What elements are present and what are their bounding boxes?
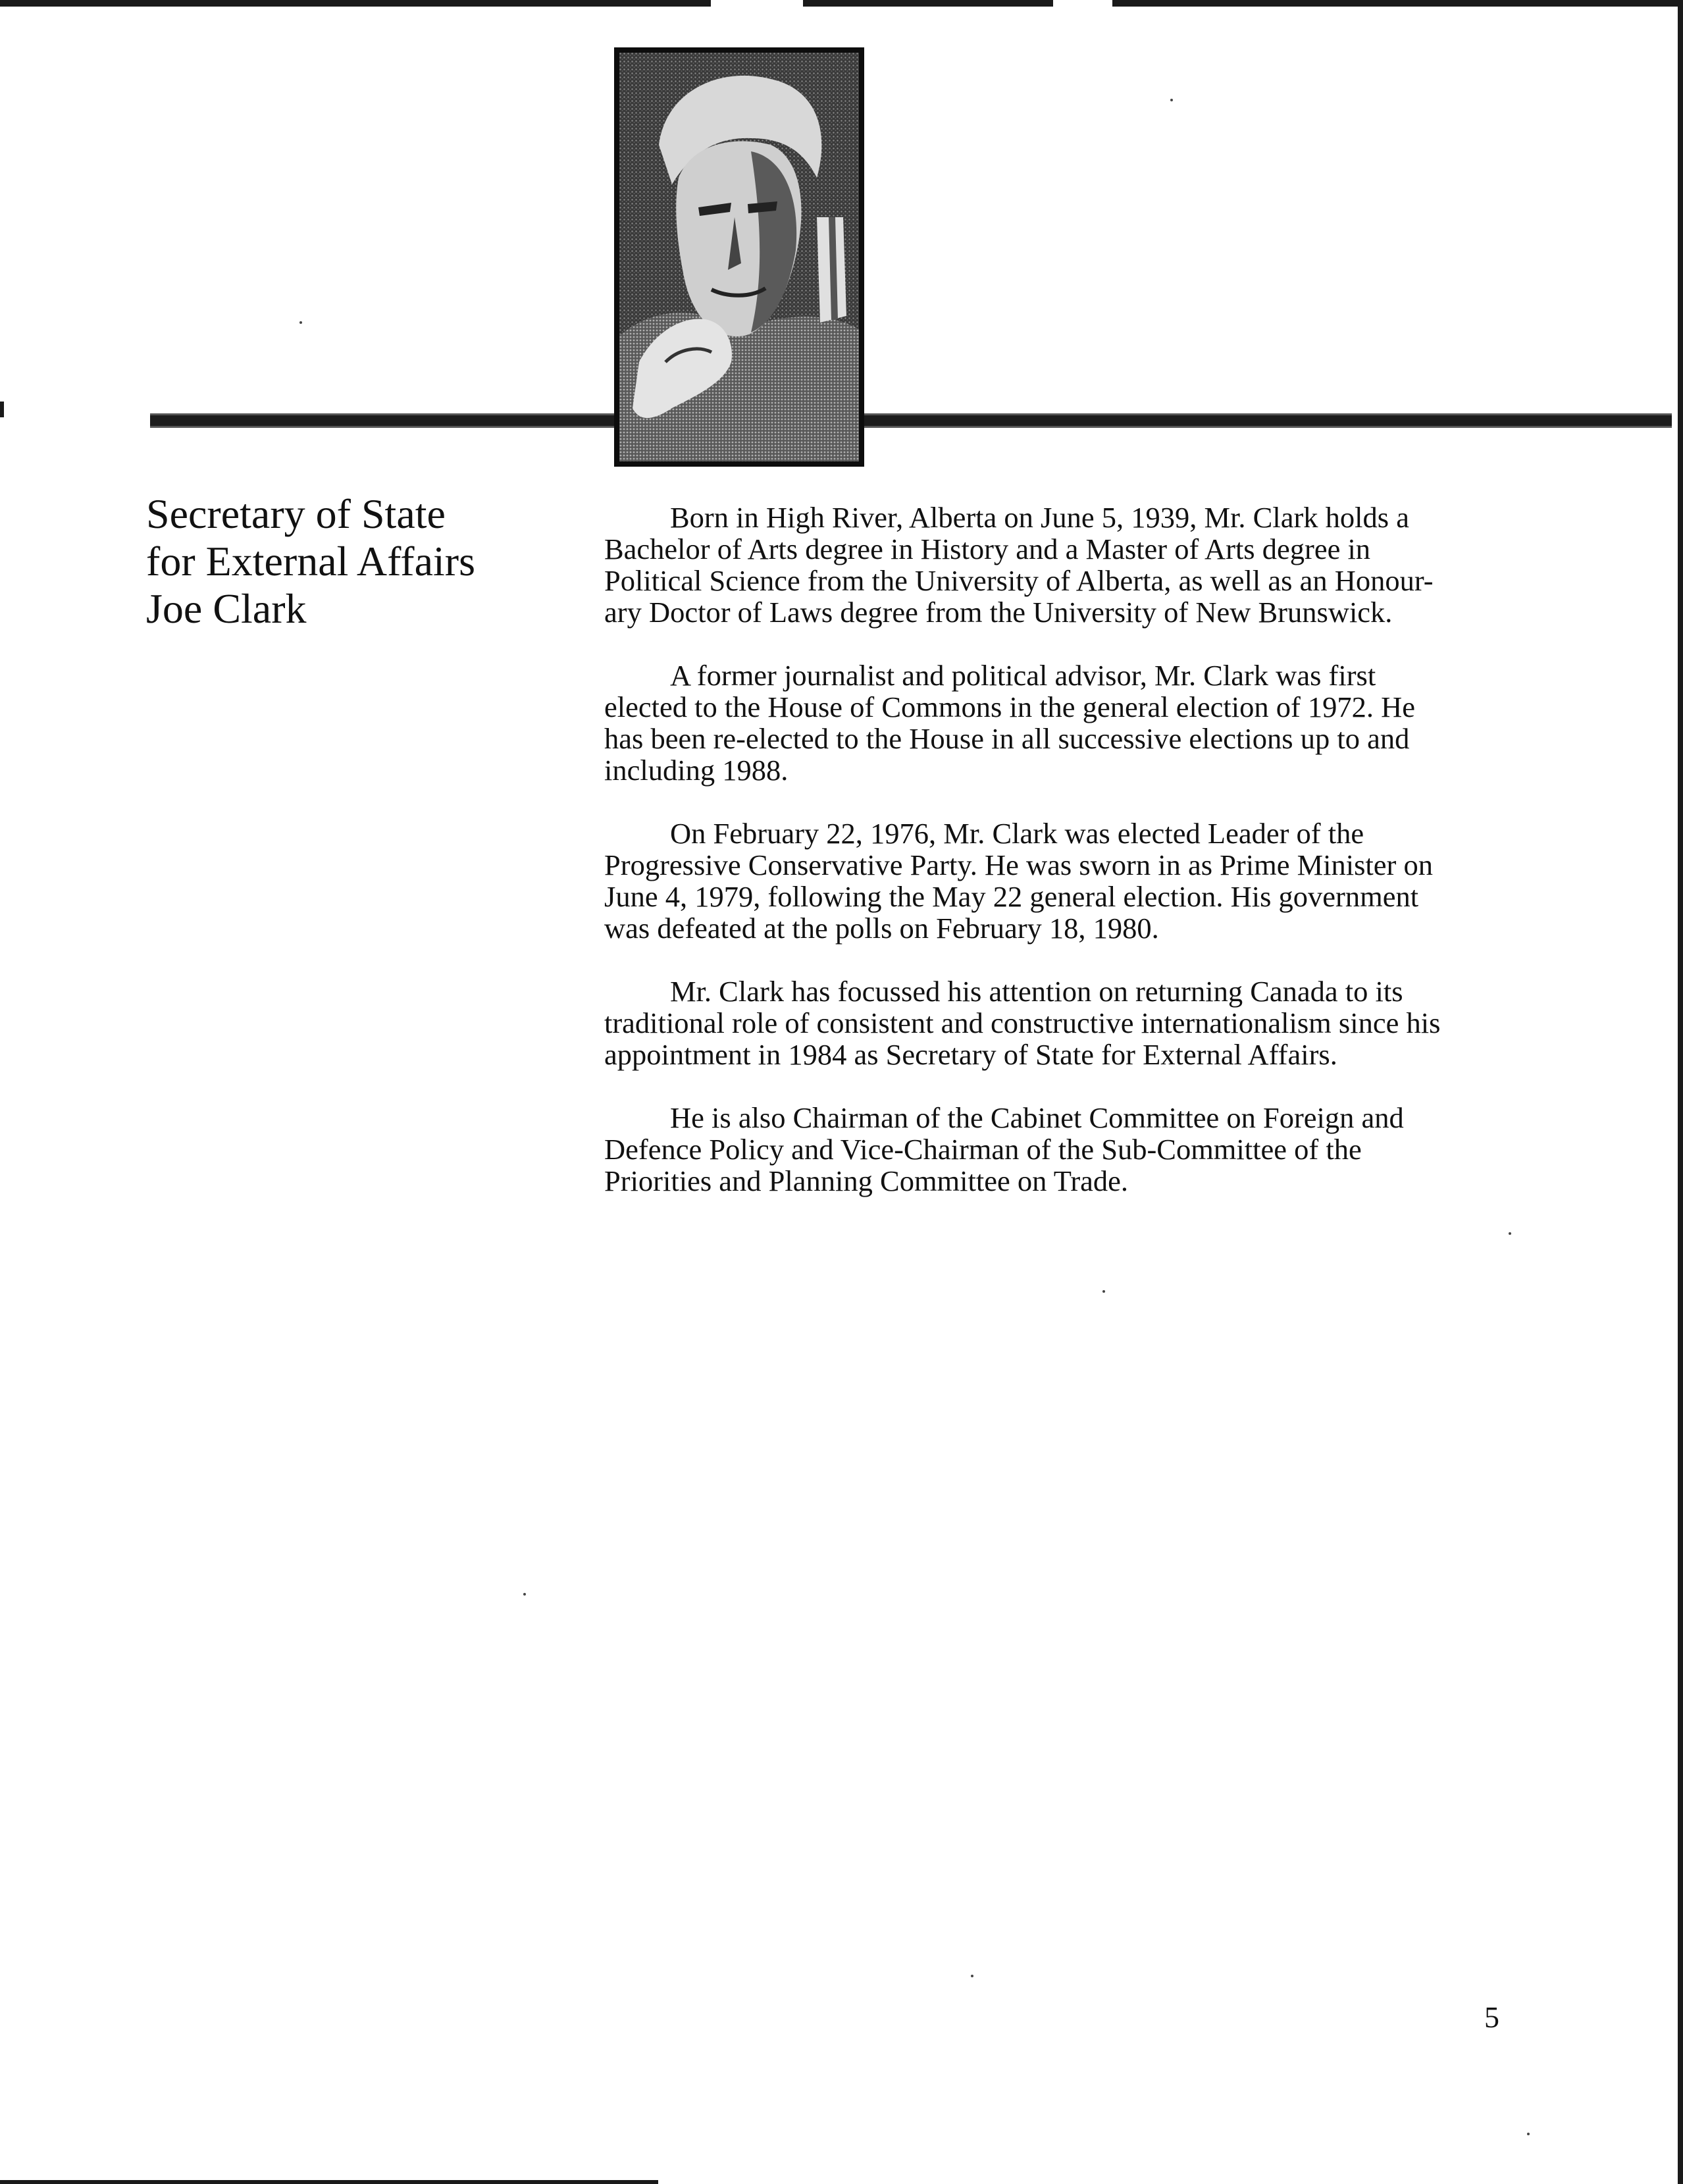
scan-speck: [1170, 99, 1173, 101]
portrait-illustration: [619, 53, 859, 461]
text-line: Progressive Conservative Party. He was sworn in as Prime Minister on: [604, 848, 1433, 881]
scan-left-mark: [0, 402, 4, 417]
scan-speck: [523, 1593, 526, 1596]
scan-speck: [299, 321, 302, 324]
text-line: A former journalist and political advisor, Mr. Clark was first: [670, 659, 1376, 692]
title-line-name: Joe Clark: [146, 585, 307, 632]
scan-speck: [1527, 2133, 1530, 2135]
scan-speck: [1102, 1290, 1105, 1293]
scan-edge-gap: [711, 0, 803, 7]
header-rule-left: [150, 413, 617, 428]
text-line: He is also Chairman of the Cabinet Committee on Foreign and: [670, 1101, 1404, 1134]
text-line: was defeated at the polls on February 18, 1980.: [604, 912, 1159, 945]
scan-bottom-edge: [0, 2180, 658, 2184]
paragraph-education: [604, 502, 1526, 628]
text-line: traditional role of consistent and constructive internationalism since his: [604, 1006, 1441, 1039]
text-line: elected to the House of Commons in the general election of 1972. He: [604, 690, 1416, 723]
biography-text: [604, 502, 1526, 1228]
paragraph-committees: [604, 1102, 1526, 1197]
scan-speck: [971, 1975, 973, 1977]
text-line: Political Science from the University of Alberta, as well as an Honour-: [604, 564, 1434, 597]
paragraph-career: [604, 660, 1526, 786]
text-line: Born in High River, Alberta on June 5, 1939, Mr. Clark holds a: [670, 501, 1409, 534]
paragraph-leadership: [604, 818, 1526, 944]
scan-edge-gap: [1053, 0, 1112, 7]
scan-speck: [1509, 1232, 1511, 1235]
page-number: 5: [1484, 2000, 1499, 2034]
text-line: Priorities and Planning Committee on Trade.: [604, 1164, 1129, 1197]
text-line: On February 22, 1976, Mr. Clark was elected Leader of the: [670, 817, 1364, 850]
text-line: ary Doctor of Laws degree from the University of New Brunswick.: [604, 596, 1393, 629]
header-rule-right: [859, 413, 1672, 428]
page-title: [146, 490, 567, 633]
portrait-photo: [614, 47, 864, 467]
title-line-ministry: for External Affairs: [146, 538, 475, 585]
paragraph-external-affairs: [604, 975, 1526, 1070]
text-line: June 4, 1979, following the May 22 general election. His government: [604, 880, 1419, 913]
text-line: including 1988.: [604, 754, 789, 787]
text-line: Defence Policy and Vice-Chairman of the Sub-Committee of the: [604, 1133, 1362, 1166]
text-line: Mr. Clark has focussed his attention on returning Canada to its: [670, 975, 1403, 1008]
text-line: has been re-elected to the House in all successive elections up to and: [604, 722, 1410, 755]
text-line: Bachelor of Arts degree in History and a Master of Arts degree in: [604, 533, 1371, 565]
scan-right-edge: [1678, 0, 1683, 2184]
text-line: appointment in 1984 as Secretary of State for External Affairs.: [604, 1038, 1337, 1071]
scan-top-edge: [0, 0, 1683, 7]
title-line-role: Secretary of State: [146, 490, 446, 537]
